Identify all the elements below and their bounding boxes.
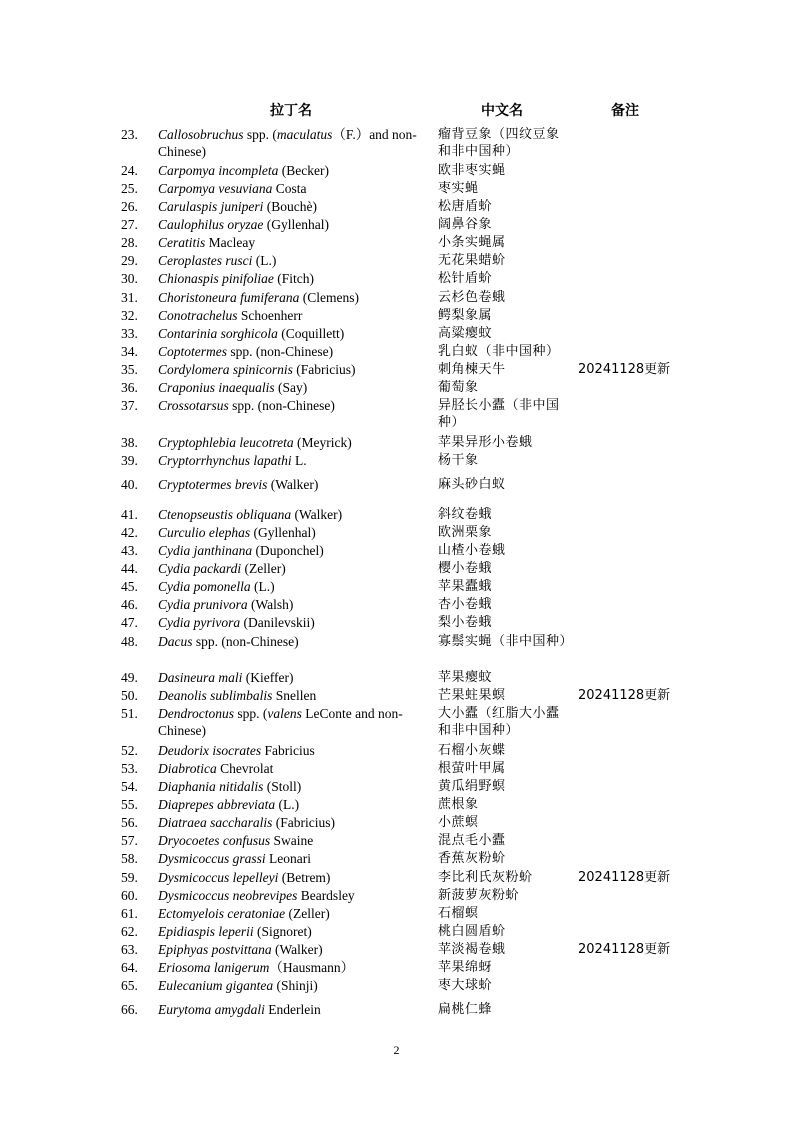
latin-name: [158, 941, 426, 958]
latin-name: [158, 198, 426, 215]
latin-name-italic: Cryptorrhynchus lapathi: [158, 453, 292, 468]
latin-name-text: (Signoret): [253, 924, 312, 939]
item-number: 43.: [121, 543, 138, 558]
latin-name-italic: Ectomyelois ceratoniae: [158, 906, 286, 921]
latin-name-text: Costa: [272, 181, 307, 196]
item-number: 34.: [121, 344, 138, 359]
latin-name-italic: Cydia packardi: [158, 561, 242, 576]
latin-name: [158, 614, 426, 631]
latin-name: [158, 452, 426, 469]
latin-name-italic: Cydia pomonella: [158, 579, 251, 594]
chinese-name: 欧非枣实蝇: [438, 163, 506, 178]
latin-name: [158, 524, 426, 541]
latin-name-text: (Stoll): [263, 779, 302, 794]
item-number: 63.: [121, 942, 138, 957]
item-number: 33.: [121, 326, 138, 341]
latin-name: [158, 560, 426, 577]
chinese-name: 枣实蝇: [438, 181, 479, 196]
latin-name-italic: Diatraea saccharalis: [158, 815, 273, 830]
chinese-name: 梨小卷蛾: [438, 615, 493, 630]
latin-name-italic: Curculio elephas: [158, 525, 251, 540]
latin-name: [158, 216, 426, 233]
latin-name-text: (Fabricius): [292, 362, 356, 377]
latin-name-italic: Deanolis sublimbalis: [158, 688, 273, 703]
latin-name: [158, 162, 426, 179]
latin-name: [158, 705, 426, 739]
latin-name: [158, 977, 426, 994]
chinese-name: 石榴螟: [438, 906, 479, 921]
latin-name-italic: Eurytoma amygdali: [158, 1002, 265, 1017]
item-number: 60.: [121, 888, 138, 903]
chinese-name: 异胫长小蠹（非中国种）: [438, 398, 560, 430]
latin-name-italic: Eriosoma lanigerum: [158, 960, 270, 975]
latin-name: [158, 742, 426, 759]
chinese-name: 苹果绵蚜: [438, 960, 493, 975]
latin-name-italic: maculatus: [276, 127, 333, 142]
latin-name: [158, 234, 426, 251]
chinese-name: 苹淡褐卷蛾: [438, 942, 506, 957]
latin-name-text: spp. (non-Chinese): [228, 398, 335, 413]
chinese-name: 阔鼻谷象: [438, 217, 493, 232]
latin-name-text: (Zeller): [241, 561, 286, 576]
chinese-name: 李比利氏灰粉蚧: [438, 870, 533, 885]
latin-name-italic: Carpomya incompleta: [158, 163, 279, 178]
item-number: 61.: [121, 906, 138, 921]
item-number: 29.: [121, 253, 138, 268]
latin-name-text: LeConte and non-Chinese): [158, 706, 403, 738]
header-chinese-name: 中文名: [481, 103, 523, 119]
latin-name: [158, 1001, 426, 1018]
item-number: 64.: [121, 960, 138, 975]
latin-name: [158, 379, 426, 396]
item-number: 59.: [121, 870, 138, 885]
latin-name-italic: Dendroctonus: [158, 706, 234, 721]
latin-name-text: (Coquillett): [277, 326, 345, 341]
item-number: 52.: [121, 743, 138, 758]
chinese-name: 石榴小灰蝶: [438, 743, 506, 758]
latin-name-text: (Becker): [278, 163, 329, 178]
latin-name-text: (Shinji): [273, 978, 318, 993]
chinese-name: 云杉色卷蛾: [438, 290, 506, 305]
chinese-name: 松针盾蚧: [438, 271, 493, 286]
latin-name-italic: Cryptophlebia leucotreta: [158, 435, 294, 450]
latin-name-italic: Dryocoetes confusus: [158, 833, 271, 848]
latin-name-text: (Walsh): [247, 597, 294, 612]
item-number: 28.: [121, 235, 138, 250]
latin-name-text: spp. (non-Chinese): [227, 344, 334, 359]
latin-name-text: Macleay: [205, 235, 256, 250]
latin-name-text: (Zeller): [285, 906, 330, 921]
item-number: 46.: [121, 597, 138, 612]
latin-name-italic: Carpomya vesuviana: [158, 181, 273, 196]
chinese-name: 新菠萝灰粉蚧: [438, 888, 520, 903]
latin-name-italic: Ceroplastes rusci: [158, 253, 253, 268]
chinese-name: 芒果蛀果螟: [438, 688, 506, 703]
chinese-name: 枣大球蚧: [438, 978, 493, 993]
latin-name-italic: Choristoneura fumiferana: [158, 290, 300, 305]
latin-name-italic: Eulecanium gigantea: [158, 978, 274, 993]
latin-name: [158, 832, 426, 849]
chinese-name: 乳白蚁（非中国种）: [438, 344, 560, 359]
latin-name: [158, 506, 426, 523]
chinese-name: 根萤叶甲属: [438, 761, 506, 776]
item-number: 27.: [121, 217, 138, 232]
item-number: 39.: [121, 453, 138, 468]
latin-name-text: （Hausmann）: [269, 960, 355, 975]
latin-name: [158, 397, 426, 414]
latin-name-text: (Walker): [271, 942, 323, 957]
item-number: 45.: [121, 579, 138, 594]
latin-name: [158, 760, 426, 777]
chinese-name: 山楂小卷蛾: [438, 543, 506, 558]
item-number: 35.: [121, 362, 138, 377]
item-number: 66.: [121, 1002, 138, 1017]
latin-name-text: （F.）and non-Chinese): [158, 127, 417, 159]
latin-name-text: spp. (non-Chinese): [192, 634, 299, 649]
latin-name-italic: Crossotarsus: [158, 398, 229, 413]
chinese-name: 小条实蝇属: [438, 235, 506, 250]
latin-name-text: (Fabricius): [272, 815, 335, 830]
latin-name-italic: Ceratitis: [158, 235, 206, 250]
latin-name-italic: Epidiaspis leperii: [158, 924, 254, 939]
latin-name-text: (Betrem): [278, 870, 331, 885]
latin-name-text: (Fitch): [273, 271, 315, 286]
header-remarks: 备注: [611, 103, 639, 119]
item-number: 48.: [121, 634, 138, 649]
latin-name: [158, 126, 426, 160]
latin-name-italic: valens: [267, 706, 302, 721]
latin-name-text: (Walker): [267, 477, 319, 492]
latin-name: [158, 596, 426, 613]
latin-name-italic: Coptotermes: [158, 344, 227, 359]
latin-name-text: Fabricius: [261, 743, 315, 758]
latin-name-italic: Chionaspis pinifoliae: [158, 271, 274, 286]
chinese-name: 葡萄象: [438, 380, 479, 395]
latin-name: [158, 814, 426, 831]
chinese-name: 松唐盾蚧: [438, 199, 493, 214]
item-number: 55.: [121, 797, 138, 812]
chinese-name: 无花果蜡蚧: [438, 253, 506, 268]
chinese-name: 混点毛小蠹: [438, 833, 506, 848]
latin-name-italic: Dysmicoccus grassi: [158, 851, 266, 866]
latin-name-italic: Cydia prunivora: [158, 597, 248, 612]
latin-name: [158, 434, 426, 451]
latin-name: [158, 476, 426, 493]
latin-name: [158, 923, 426, 940]
latin-name-italic: Craponius inaequalis: [158, 380, 275, 395]
item-number: 51.: [121, 706, 138, 721]
latin-name: [158, 887, 426, 904]
latin-name-text: (Kieffer): [242, 670, 294, 685]
latin-name-italic: Cydia janthinana: [158, 543, 253, 558]
chinese-name: 扁桃仁蜂: [438, 1002, 493, 1017]
latin-name-italic: Diabrotica: [158, 761, 217, 776]
latin-name-text: (Clemens): [299, 290, 360, 305]
item-number: 42.: [121, 525, 138, 540]
chinese-name: 欧洲栗象: [438, 525, 493, 540]
latin-name-text: Schoenherr: [237, 308, 303, 323]
item-number: 23.: [121, 127, 138, 142]
latin-name-text: (Say): [274, 380, 308, 395]
item-number: 56.: [121, 815, 138, 830]
latin-name: [158, 578, 426, 595]
latin-name-italic: Conotrachelus: [158, 308, 238, 323]
latin-name-text: Enderlein: [264, 1002, 321, 1017]
chinese-name: 黄瓜绢野螟: [438, 779, 506, 794]
chinese-name: 寡鬃实蝇（非中国种）: [438, 634, 574, 649]
latin-name-italic: Epiphyas postvittana: [158, 942, 272, 957]
latin-name: [158, 252, 426, 269]
latin-name: [158, 796, 426, 813]
chinese-name: 杏小卷蛾: [438, 597, 493, 612]
item-number: 26.: [121, 199, 138, 214]
item-number: 49.: [121, 670, 138, 685]
page-number: 2: [393, 1043, 400, 1057]
latin-name-text: (Gyllenhal): [250, 525, 316, 540]
remark: 20241128更新: [578, 362, 671, 377]
item-number: 37.: [121, 398, 138, 413]
item-number: 30.: [121, 271, 138, 286]
chinese-name: 大小蠹（红脂大小蠹和非中国种）: [438, 706, 560, 738]
item-number: 32.: [121, 308, 138, 323]
item-number: 47.: [121, 615, 138, 630]
latin-name-italic: Caulophilus oryzae: [158, 217, 264, 232]
latin-name-italic: Dasineura mali: [158, 670, 243, 685]
latin-name: [158, 361, 426, 378]
remark: 20241128更新: [578, 688, 671, 703]
chinese-name: 鳄梨象属: [438, 308, 493, 323]
latin-name-text: (L.): [252, 253, 277, 268]
latin-name-text: Beardsley: [297, 888, 355, 903]
item-number: 25.: [121, 181, 138, 196]
latin-name-italic: Cryptotermes brevis: [158, 477, 268, 492]
latin-name-italic: Dysmicoccus neobrevipes: [158, 888, 298, 903]
latin-name-text: Leonari: [265, 851, 311, 866]
latin-name-text: spp. (: [243, 127, 277, 142]
latin-name: [158, 343, 426, 360]
latin-name: [158, 905, 426, 922]
chinese-name: 斜纹卷蛾: [438, 507, 493, 522]
latin-name: [158, 687, 426, 704]
latin-name-italic: Diaphania nitidalis: [158, 779, 264, 794]
chinese-name: 苹果异形小卷蛾: [438, 435, 533, 450]
latin-name-italic: Dacus: [158, 634, 193, 649]
latin-name-text: Chevrolat: [216, 761, 274, 776]
latin-name: [158, 289, 426, 306]
item-number: 24.: [121, 163, 138, 178]
latin-name: [158, 270, 426, 287]
latin-name-italic: Contarinia sorghicola: [158, 326, 278, 341]
latin-name: [158, 633, 426, 650]
item-number: 62.: [121, 924, 138, 939]
chinese-name: 杨干象: [438, 453, 479, 468]
chinese-name: 樱小卷蛾: [438, 561, 493, 576]
latin-name-italic: Deudorix isocrates: [158, 743, 262, 758]
chinese-name: 高粱瘿蚊: [438, 326, 493, 341]
item-number: 44.: [121, 561, 138, 576]
item-number: 36.: [121, 380, 138, 395]
chinese-name: 苹果瘿蚊: [438, 670, 493, 685]
chinese-name: 蔗根象: [438, 797, 479, 812]
chinese-name: 刺角楝天牛: [438, 362, 506, 377]
item-number: 31.: [121, 290, 138, 305]
latin-name-text: (Walker): [291, 507, 343, 522]
chinese-name: 香蕉灰粉蚧: [438, 851, 506, 866]
latin-name-text: L.: [291, 453, 307, 468]
latin-name-italic: Cordylomera spinicornis: [158, 362, 293, 377]
latin-name-italic: Ctenopseustis obliquana: [158, 507, 292, 522]
latin-name-text: Snellen: [272, 688, 317, 703]
latin-name: [158, 778, 426, 795]
latin-name-text: (Bouchè): [263, 199, 317, 214]
latin-name-text: (L.): [250, 579, 275, 594]
remark: 20241128更新: [578, 870, 671, 885]
item-number: 57.: [121, 833, 138, 848]
latin-name: [158, 180, 426, 197]
latin-name: [158, 850, 426, 867]
item-number: 53.: [121, 761, 138, 776]
latin-name-text: (Meyrick): [293, 435, 352, 450]
item-number: 40.: [121, 477, 138, 492]
latin-name-text: spp. (: [234, 706, 268, 721]
item-number: 54.: [121, 779, 138, 794]
item-number: 50.: [121, 688, 138, 703]
item-number: 58.: [121, 851, 138, 866]
chinese-name: 瘤背豆象（四纹豆象和非中国种）: [438, 127, 560, 159]
latin-name: [158, 307, 426, 324]
latin-name-text: (Danilevskii): [240, 615, 315, 630]
latin-name-text: (Gyllenhal): [263, 217, 329, 232]
chinese-name: 麻头砂白蚁: [438, 477, 506, 492]
latin-name-italic: Cydia pyrivora: [158, 615, 241, 630]
latin-name: [158, 869, 426, 886]
latin-name-italic: Carulaspis juniperi: [158, 199, 264, 214]
latin-name-italic: Callosobruchus: [158, 127, 244, 142]
latin-name-italic: Dysmicoccus lepelleyi: [158, 870, 279, 885]
latin-name: [158, 325, 426, 342]
latin-name: [158, 959, 426, 976]
item-number: 65.: [121, 978, 138, 993]
latin-name: [158, 542, 426, 559]
chinese-name: 小蔗螟: [438, 815, 479, 830]
remark: 20241128更新: [578, 942, 671, 957]
latin-name: [158, 669, 426, 686]
latin-name-text: (Duponchel): [252, 543, 324, 558]
chinese-name: 桃白圆盾蚧: [438, 924, 506, 939]
chinese-name: 苹果蠹蛾: [438, 579, 493, 594]
latin-name-text: (L.): [275, 797, 300, 812]
latin-name-text: Swaine: [270, 833, 314, 848]
header-latin-name: 拉丁名: [270, 103, 312, 119]
item-number: 41.: [121, 507, 138, 522]
item-number: 38.: [121, 435, 138, 450]
latin-name-italic: Diaprepes abbreviata: [158, 797, 276, 812]
